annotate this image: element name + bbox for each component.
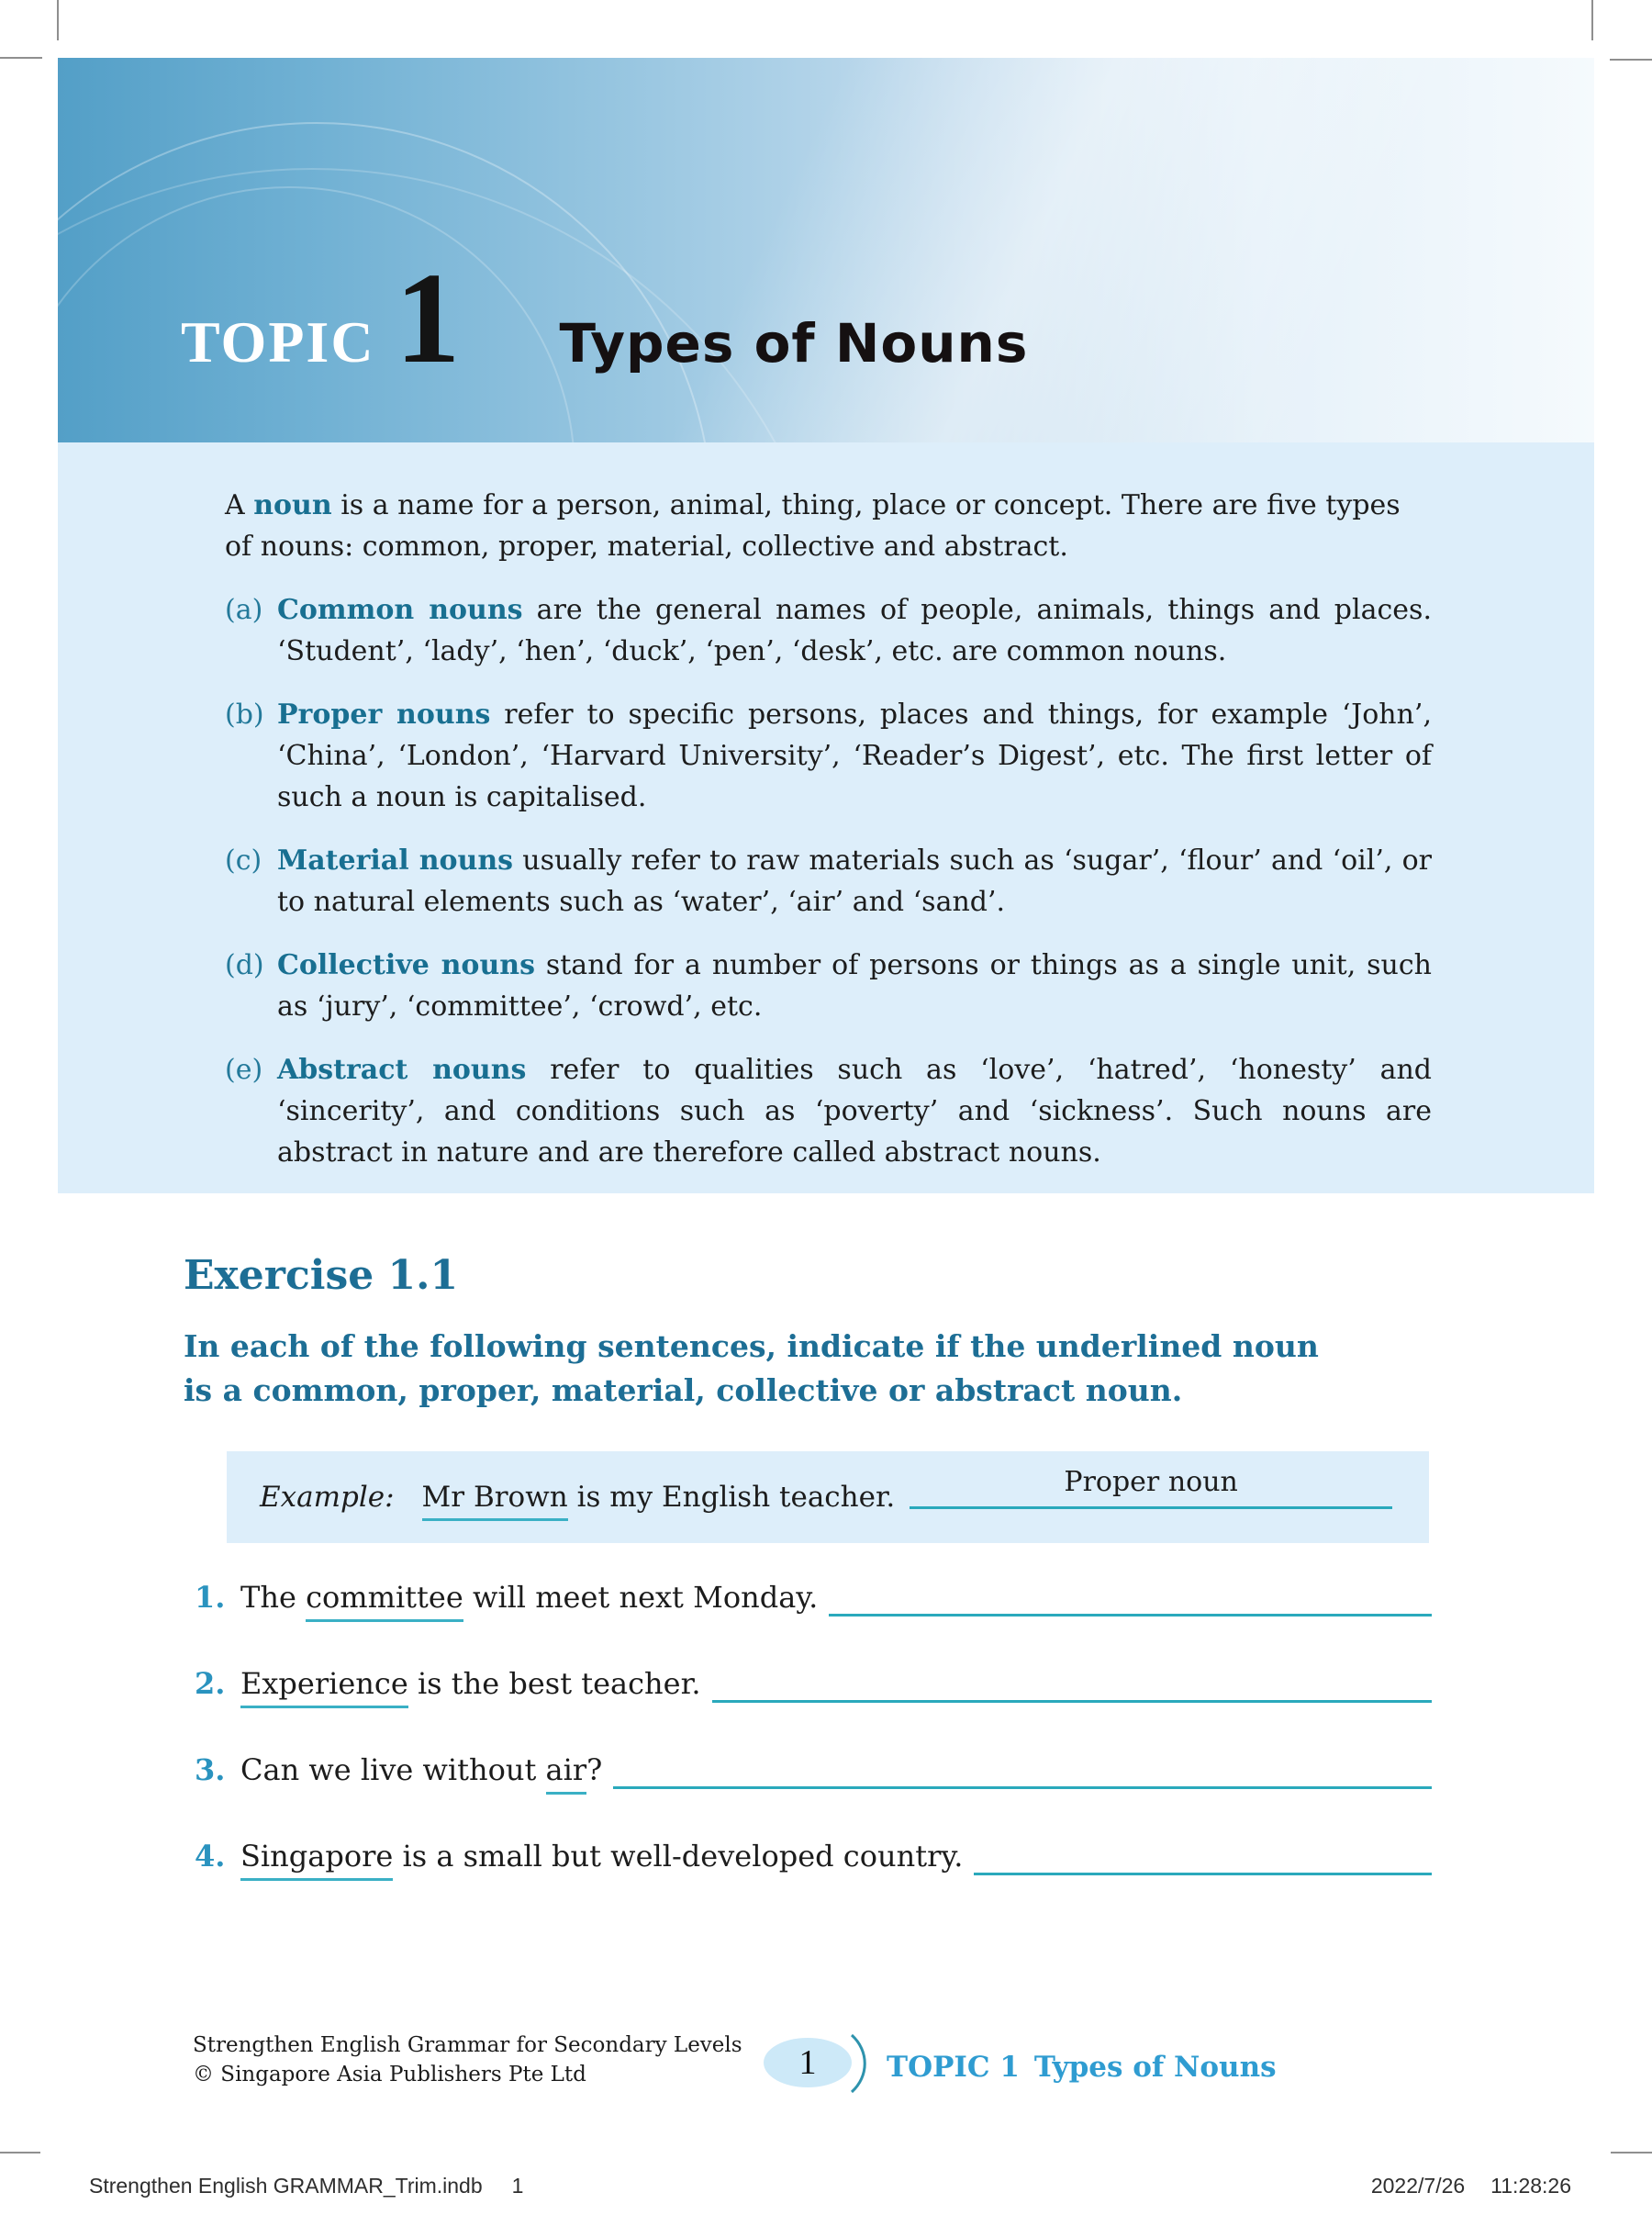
slug-file-text: Strengthen English GRAMMAR_Trim.indb — [89, 2174, 483, 2198]
definition-item-abstract-nouns — [225, 1049, 1432, 1173]
crop-mark-top-right-h — [1610, 59, 1652, 61]
slug-filename — [89, 2174, 523, 2198]
sentence-post: is a small but well-developed country. — [393, 1839, 964, 1874]
footer-copyright: © Singapore Asia Publishers Pte Ltd — [193, 2063, 586, 2086]
definition-term: Material nouns — [277, 845, 514, 877]
page-title: Types of Nouns — [559, 312, 1029, 375]
sentence-post: will meet next Monday. — [463, 1580, 819, 1615]
item-number: 3. — [195, 1752, 226, 1787]
definition-item-common-nouns — [225, 589, 1432, 672]
page-footer — [58, 2019, 1594, 2130]
example-label: Example: — [260, 1481, 395, 1514]
topic-label: TOPIC — [181, 309, 375, 375]
crop-mark-bottom-left-h — [0, 2152, 40, 2153]
intro-paragraph — [225, 485, 1432, 567]
definition-term: Proper nouns — [277, 699, 491, 731]
definition-item-collective-nouns — [225, 945, 1432, 1027]
definition-label: (c) — [225, 845, 262, 877]
item-sentence — [240, 1839, 963, 1874]
definition-label: (d) — [225, 949, 264, 981]
definition-label: (e) — [225, 1054, 263, 1086]
definition-body: are the general names of people, animals, things and places. ‘Student’, ‘lady’, ‘hen’, ‘duck’, ‘pen’, ‘desk’, etc. are common nouns. — [277, 594, 1432, 667]
topic-header-banner — [58, 58, 1594, 442]
definition-text — [277, 1049, 1432, 1173]
definition-text — [277, 589, 1432, 672]
crop-mark-top-left-v — [57, 0, 59, 40]
definition-body: stand for a number of persons or things as a single unit, such as ‘jury’, ‘committee’, ‘crowd’, etc. — [277, 949, 1432, 1023]
intro-term-noun: noun — [253, 489, 332, 521]
sentence-post: ? — [586, 1752, 603, 1787]
page-number-badge: 1 — [764, 2038, 852, 2087]
definition-text — [277, 694, 1432, 818]
noun-definitions-panel — [58, 442, 1594, 1193]
exercise-item-1 — [195, 1580, 1432, 1615]
intro-rest: is a name for a person, animal, thing, place or concept. There are five types of nouns: common, proper, material, collective and abstract. — [225, 489, 1401, 563]
definition-body: refer to qualities such as ‘love’, ‘hatred’, ‘honesty’ and ‘sincerity’, and conditions such as ‘poverty’ and ‘sickness’. Such nouns are abstract in nature and are therefore called abstract nouns. — [277, 1054, 1433, 1169]
definition-item-proper-nouns — [225, 694, 1432, 818]
answer-blank-line[interactable] — [712, 1700, 1432, 1703]
crop-mark-top-left-h — [0, 57, 42, 59]
topic-number: 1 — [395, 245, 461, 390]
exercise-item-2 — [195, 1666, 1432, 1701]
example-sentence — [422, 1481, 896, 1514]
footer-topic-reference — [887, 2051, 1277, 2084]
example-answer-line: Proper noun — [910, 1462, 1392, 1509]
sentence-post: is the best teacher. — [407, 1666, 701, 1701]
crop-mark-bottom-right-h — [1611, 2152, 1652, 2153]
definition-body: usually refer to raw materials such as ‘sugar’, ‘flour’ and ‘oil’, or to natural elements such as ‘water’, ‘air’ and ‘sand’. — [277, 845, 1432, 918]
definition-body: refer to specific persons, places and things, for example ‘John’, ‘China’, ‘London’, ‘Harvard University’, ‘Reader’s Digest’, etc. The first letter of such a noun is capitalised. — [277, 699, 1432, 813]
underlined-noun: air — [546, 1752, 587, 1795]
item-number: 1. — [195, 1580, 226, 1615]
exercise-item-3 — [195, 1752, 1432, 1787]
slug-time: 11:28:26 — [1490, 2174, 1571, 2198]
definition-text — [277, 945, 1432, 1027]
definition-item-material-nouns — [225, 840, 1432, 923]
exercise-section — [58, 1193, 1594, 1874]
footer-imprint — [193, 2030, 742, 2089]
item-sentence — [240, 1580, 818, 1615]
underlined-noun: Singapore — [240, 1839, 393, 1881]
underlined-noun: committee — [306, 1580, 463, 1622]
definition-text — [277, 840, 1432, 923]
badge-bracket-icon — [849, 2032, 876, 2095]
sentence-pre: The — [240, 1580, 307, 1615]
example-underlined-noun: Mr Brown — [422, 1481, 568, 1521]
exercise-heading: Exercise 1.1 — [184, 1252, 459, 1299]
example-box — [227, 1451, 1429, 1543]
definition-term: Abstract nouns — [277, 1054, 527, 1086]
footer-topic-label: TOPIC 1 — [887, 2051, 1020, 2084]
sentence-pre: Can we live without — [240, 1752, 546, 1787]
example-sentence-rest: is my English teacher. — [567, 1481, 896, 1514]
footer-book-title: Strengthen English Grammar for Secondary Levels — [193, 2033, 742, 2057]
item-number: 4. — [195, 1839, 226, 1874]
slug-datetime — [1371, 2174, 1571, 2198]
footer-topic-title: Types of Nouns — [1033, 2051, 1277, 2084]
underlined-noun: Experience — [240, 1666, 408, 1708]
answer-blank-line[interactable] — [613, 1786, 1432, 1789]
definition-term: Collective nouns — [277, 949, 535, 981]
answer-blank-line[interactable] — [829, 1614, 1432, 1617]
item-number: 2. — [195, 1666, 226, 1701]
slug-file-page: 1 — [511, 2174, 524, 2198]
item-sentence — [240, 1752, 602, 1787]
item-sentence — [240, 1666, 701, 1701]
definition-label: (a) — [225, 594, 263, 626]
crop-mark-top-right-v — [1591, 0, 1593, 40]
exercise-instructions: In each of the following sentences, indicate if the underlined noun is a common, proper, material, collective or abstract noun. — [184, 1328, 1319, 1408]
definition-term: Common nouns — [277, 594, 523, 626]
exercise-item-4 — [195, 1839, 1432, 1874]
intro-prefix: A — [225, 489, 254, 521]
slug-date: 2022/7/26 — [1370, 2174, 1466, 2198]
definition-label: (b) — [225, 699, 264, 731]
topic-title-row — [181, 245, 1576, 390]
answer-blank-line[interactable] — [974, 1873, 1432, 1875]
